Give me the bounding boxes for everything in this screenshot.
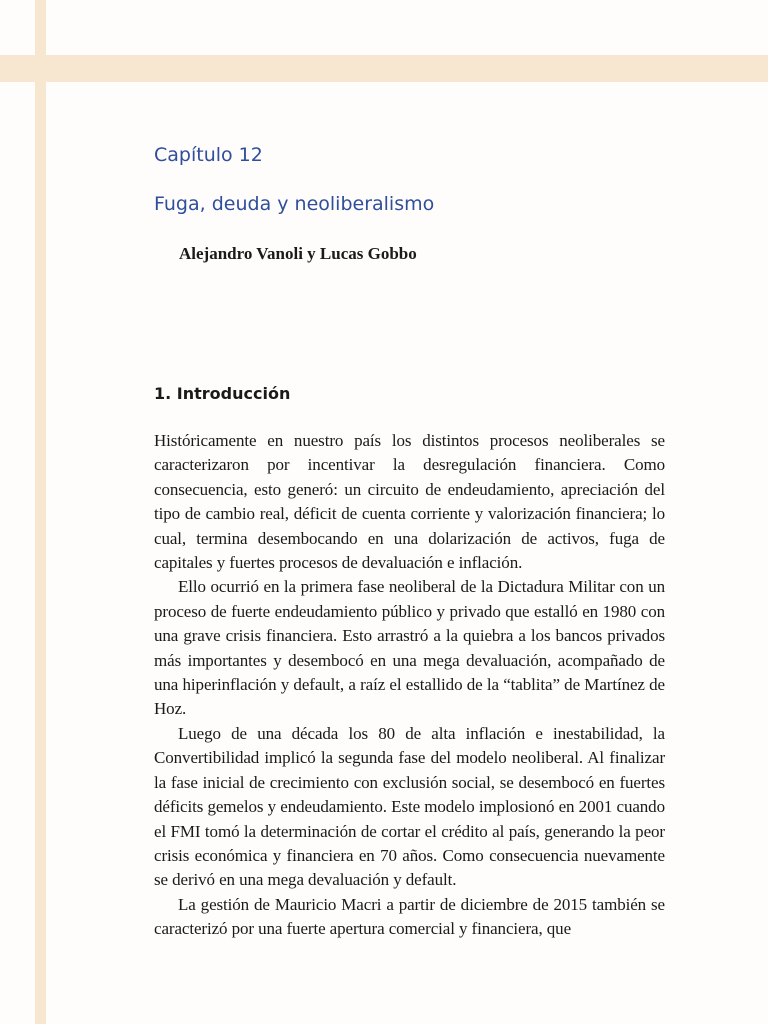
paragraph: Históricamente en nuestro país los distintos procesos neoliberales se caracterizaron por incentivar la desregulación financiera. Como consecuencia, esto generó: un circuito de endeudamiento, apreciación del tipo de cambio real, déficit de cuenta corriente y valorización financiera; lo cual, termina desembocando en una dolarización de activos, fuga de capitales y fuertes procesos de devaluación e inflación. [154, 431, 665, 573]
chapter-number: Capítulo 12 [154, 144, 263, 166]
paragraph: La gestión de Mauricio Macri a partir de diciembre de 2015 también se caracterizó por una fuerte apertura comercial y financiera, que [154, 894, 665, 939]
paragraph: Luego de una década los 80 de alta inflación e inestabilidad, la Convertibilidad implicó la segunda fase del modelo neoliberal. Al finalizar la fase inicial de crecimiento con exclusión social, se desembocó en fuertes déficits gemelos y endeudamiento. Este modelo implosionó en 2001 cuando el FMI tomó la determinación de cortar el crédito al país, generando la peor crisis económica y financiera en 70 años. Como consecuencia nuevamente se derivó en una mega devaluación y default. [154, 723, 665, 890]
section-heading: 1. Introducción [154, 384, 291, 403]
paragraph: Ello ocurrió en la primera fase neoliberal de la Dictadura Militar con un proceso de fuerte endeudamiento público y privado que estalló en 1980 con una grave crisis financiera. Esto arrastró a la quiebra a los bancos privados más importantes y desembocó en una mega devaluación, acompañado de una hiperinflación y default, a raíz el estallido de la “tablita” de Martínez de Hoz. [154, 577, 665, 719]
chapter-title: Fuga, deuda y neoliberalismo [154, 193, 435, 215]
decorative-horizontal-band [0, 55, 768, 82]
chapter-authors: Alejandro Vanoli y Lucas Gobbo [179, 244, 417, 263]
body-text [154, 429, 665, 942]
decorative-vertical-band [35, 0, 46, 1024]
